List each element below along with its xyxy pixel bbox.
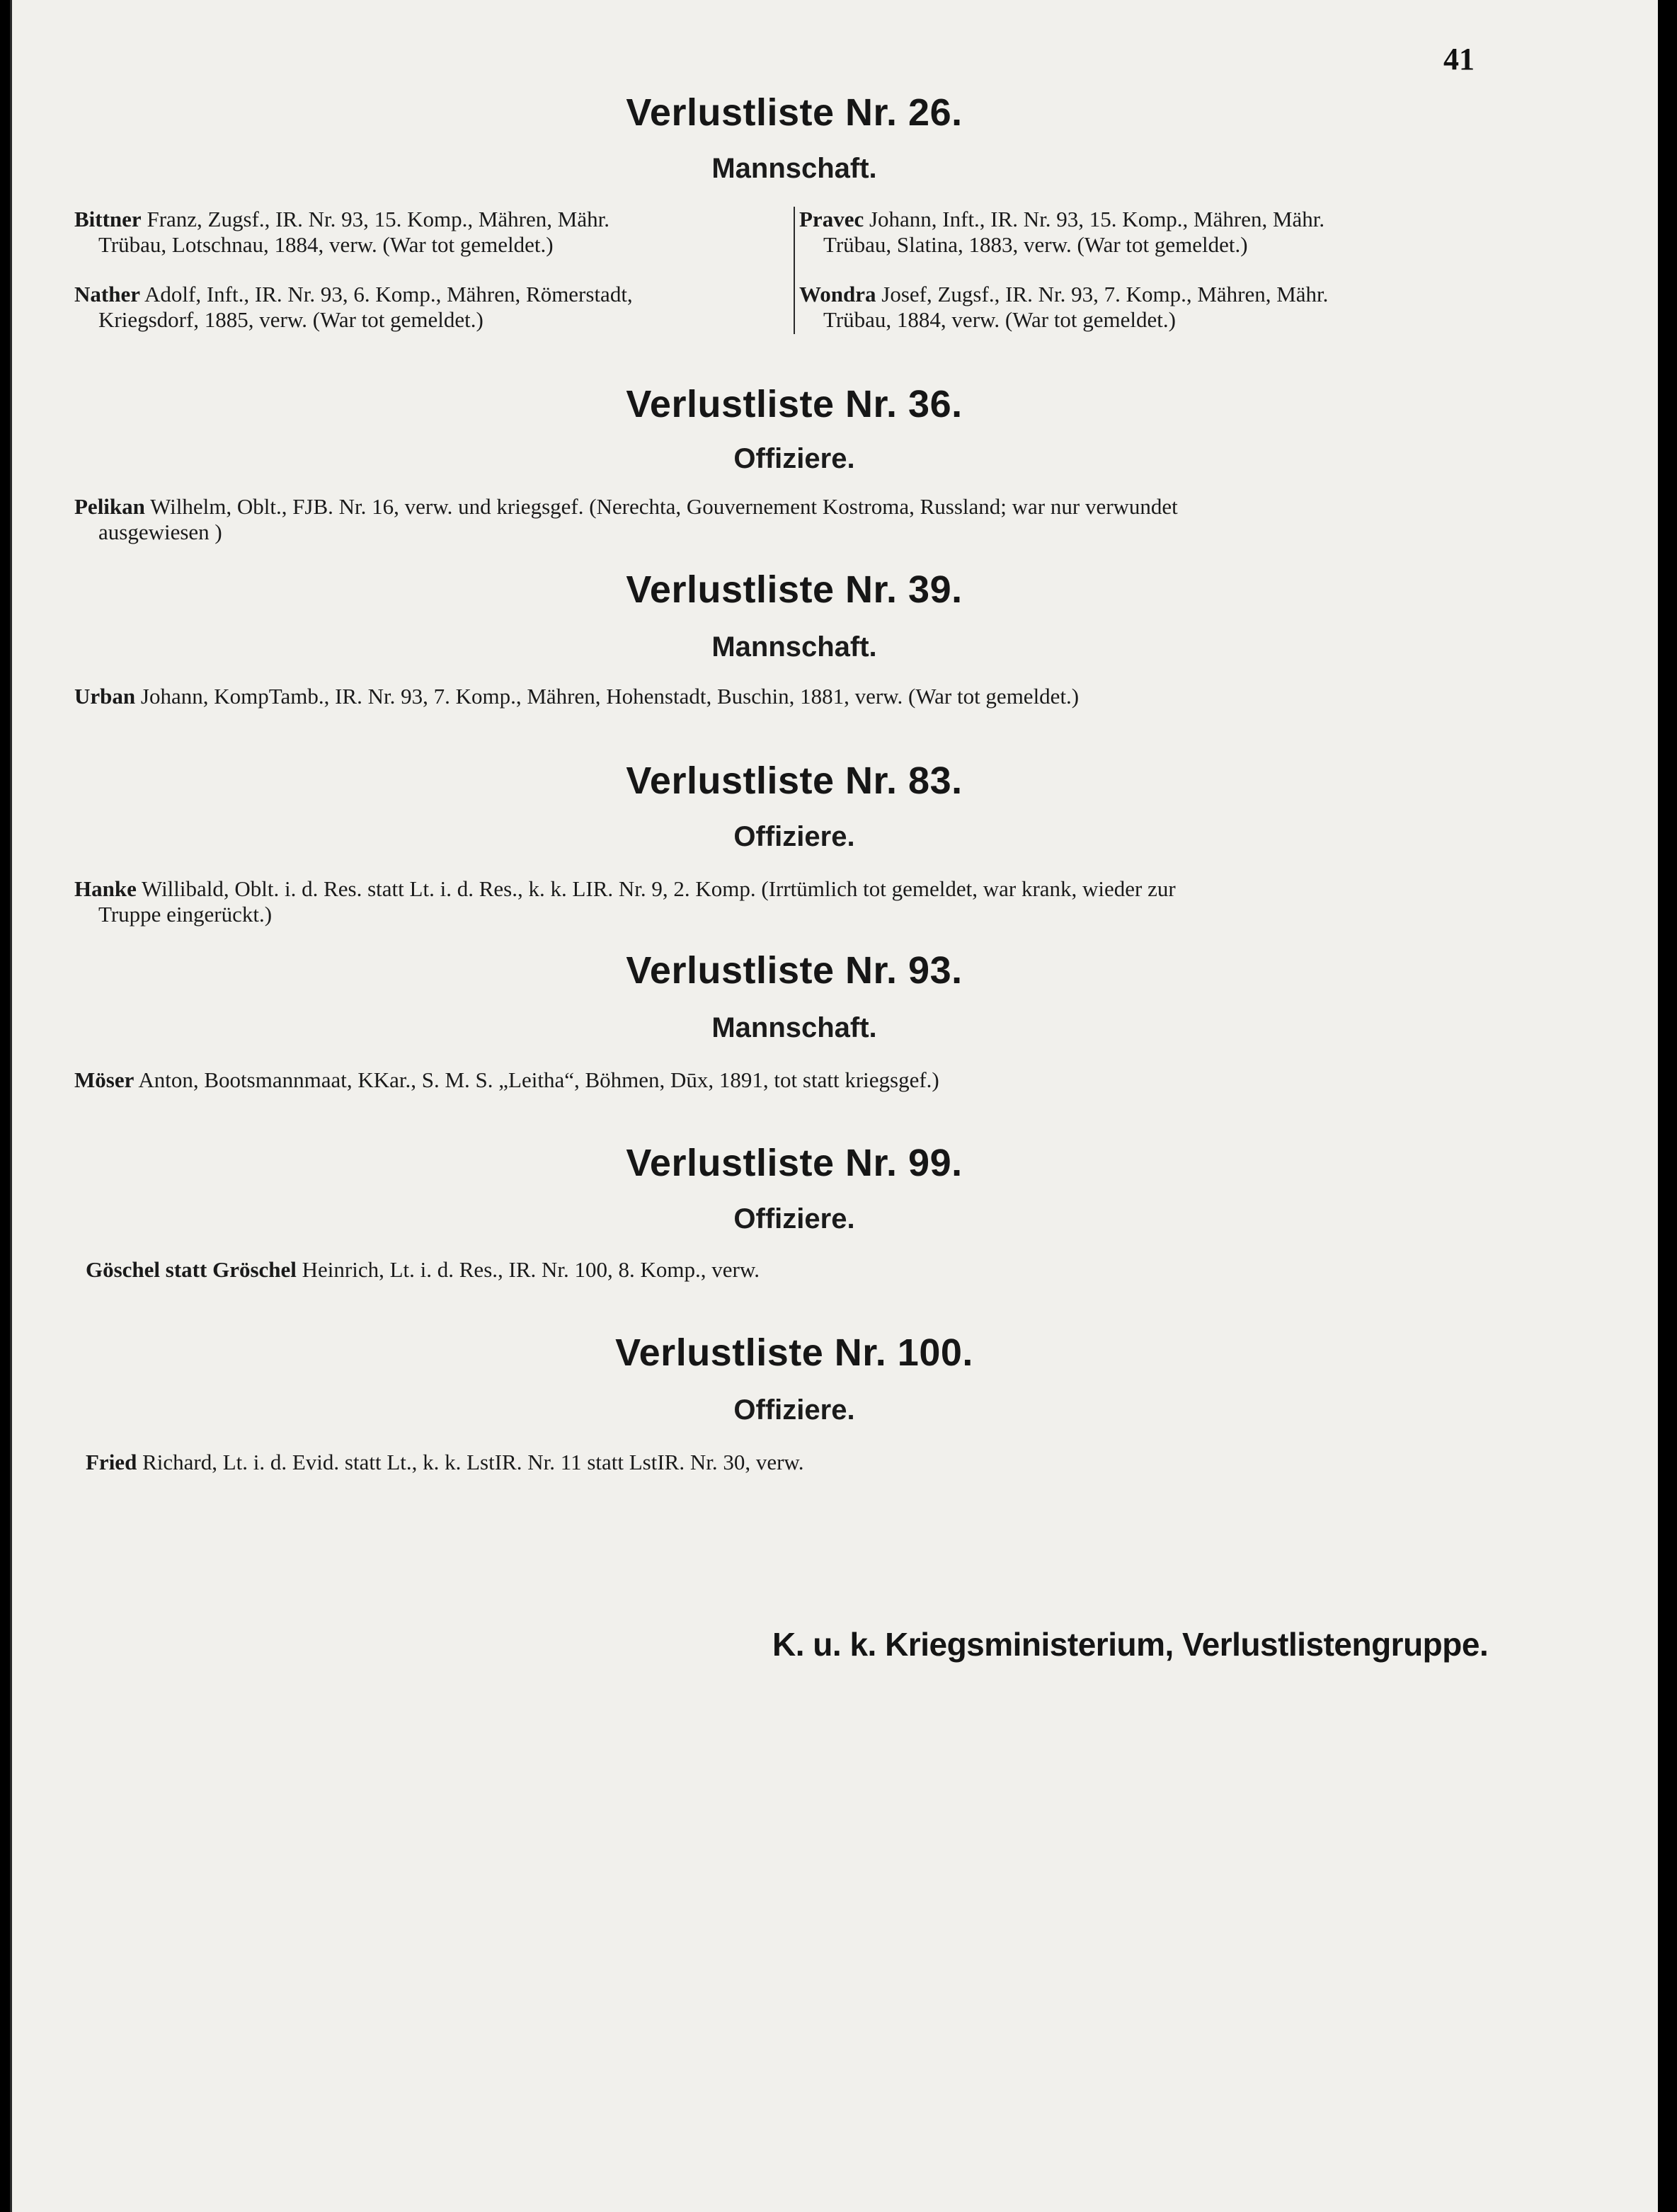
entry-name: Wondra xyxy=(799,282,876,306)
casualty-entry xyxy=(74,876,1518,927)
entry-text: Johann, Inft., IR. Nr. 93, 15. Komp., Mähren, Mähr. xyxy=(864,207,1325,231)
entry-continuation: Trübau, Slatina, 1883, verw. (War tot gemeldet.) xyxy=(823,232,1248,257)
section-heading: Verlustliste Nr. 26. xyxy=(626,91,963,134)
entry-name: Fried xyxy=(86,1450,137,1474)
scan-edge xyxy=(1658,0,1677,2212)
section-subheading: Mannschaft. xyxy=(711,153,877,184)
section-subheading: Offiziere. xyxy=(733,821,855,852)
entry-name: Pravec xyxy=(799,207,864,231)
entry-continuation: Trübau, Lotschnau, 1884, verw. (War tot gemeldet.) xyxy=(98,232,554,257)
document-page xyxy=(10,0,1660,2212)
entry-text: Willibald, Oblt. i. d. Res. statt Lt. i. d. Res., k. k. LIR. Nr. 9, 2. Komp. (Irrtümlich tot gemeldet, war krank, wieder zur xyxy=(136,876,1176,901)
entry-text: Johann, KompTamb., IR. Nr. 93, 7. Komp., Mähren, Hohenstadt, Buschin, 1881, verw. (War tot gemeldet.) xyxy=(135,684,1080,709)
entry-continuation: Kriegsdorf, 1885, verw. (War tot gemeldet.) xyxy=(98,307,483,332)
entry-continuation: ausgewiesen ) xyxy=(98,520,222,544)
entry-continuation: Truppe eingerückt.) xyxy=(98,902,273,927)
casualty-entry xyxy=(86,1450,1516,1475)
entry-text: Franz, Zugsf., IR. Nr. 93, 15. Komp., Mähren, Mähr. xyxy=(141,207,609,231)
section-subheading: Offiziere. xyxy=(733,1203,855,1234)
entry-text: Josef, Zugsf., IR. Nr. 93, 7. Komp., Mähren, Mähr. xyxy=(876,282,1329,306)
entry-name: Hanke xyxy=(74,876,137,901)
casualty-entry xyxy=(799,207,1507,258)
column-divider xyxy=(794,207,795,334)
casualty-entry xyxy=(74,207,782,258)
signature: K. u. k. Kriegsministerium, Verlustlistengruppe. xyxy=(772,1626,1489,1663)
entry-name: Nather xyxy=(74,282,140,306)
section-heading: Verlustliste Nr. 99. xyxy=(626,1142,963,1184)
casualty-entry xyxy=(74,684,1518,709)
section-heading: Verlustliste Nr. 100. xyxy=(615,1331,973,1374)
entry-continuation: Trübau, 1884, verw. (War tot gemeldet.) xyxy=(823,307,1176,332)
casualty-entry xyxy=(74,1067,1518,1093)
page-number: 41 xyxy=(1443,42,1475,76)
entry-name: Bittner xyxy=(74,207,142,231)
section-subheading: Offiziere. xyxy=(733,443,855,474)
entry-text: Wilhelm, Oblt., FJB. Nr. 16, verw. und kriegsgef. (Nerechta, Gouvernement Kostroma, Russland; war nur verwundet xyxy=(144,494,1178,519)
entry-name: Göschel statt Gröschel xyxy=(86,1257,297,1282)
casualty-entry xyxy=(799,282,1507,333)
entry-name: Möser xyxy=(74,1067,134,1092)
section-subheading: Mannschaft. xyxy=(711,631,877,663)
entry-text: Richard, Lt. i. d. Evid. statt Lt., k. k. LstIR. Nr. 11 statt LstIR. Nr. 30, verw. xyxy=(137,1450,804,1474)
section-heading: Verlustliste Nr. 83. xyxy=(626,760,963,802)
entry-name: Pelikan xyxy=(74,494,145,519)
casualty-entry xyxy=(86,1257,1516,1283)
entry-text: Heinrich, Lt. i. d. Res., IR. Nr. 100, 8. Komp., verw. xyxy=(296,1257,760,1282)
casualty-entry xyxy=(74,282,782,333)
entry-name: Urban xyxy=(74,684,136,709)
section-subheading: Offiziere. xyxy=(733,1394,855,1426)
casualty-entry xyxy=(74,494,1518,545)
section-heading: Verlustliste Nr. 36. xyxy=(626,383,963,425)
entry-text: Adolf, Inft., IR. Nr. 93, 6. Komp., Mähren, Römerstadt, xyxy=(139,282,633,306)
section-heading: Verlustliste Nr. 39. xyxy=(626,568,963,611)
section-subheading: Mannschaft. xyxy=(711,1012,877,1043)
entry-text: Anton, Bootsmannmaat, KKar., S. M. S. „Leitha“, Böhmen, Dūx, 1891, tot statt kriegsgef.) xyxy=(134,1067,939,1092)
section-heading: Verlustliste Nr. 93. xyxy=(626,949,963,992)
